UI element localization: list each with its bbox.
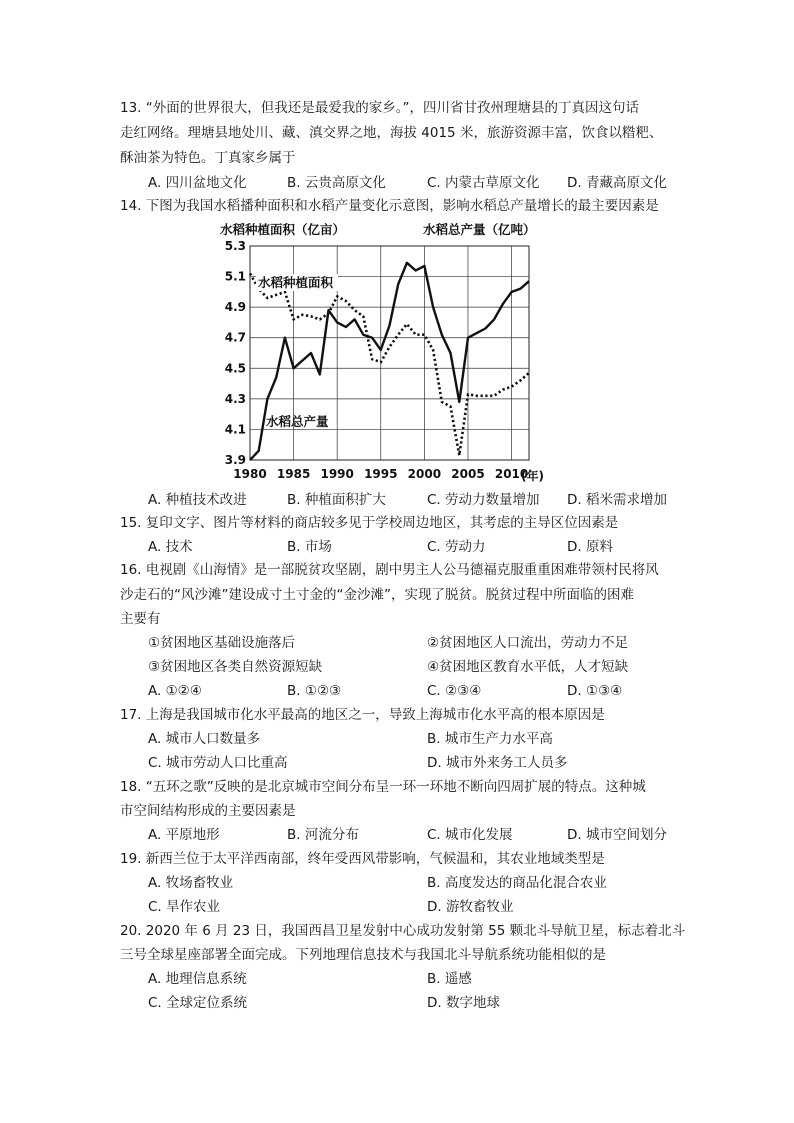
q16-stem-line-2: 沙走石的“风沙滩”建设成寸土寸金的“金沙滩”，实现了脱贫。脱贫过程中所面临的困难 <box>120 587 634 603</box>
x-axis-unit: (年) <box>521 469 544 483</box>
q16-stem-line-3: 主要有 <box>120 611 161 627</box>
q20-option-c[interactable]: C. 全球定位系统 <box>148 995 248 1011</box>
y-tick-label: 5.3 <box>224 239 246 253</box>
rice-chart <box>212 218 544 486</box>
q18-option-d[interactable]: D. 城市空间划分 <box>567 827 667 843</box>
q13-option-c[interactable]: C. 内蒙古草原文化 <box>427 175 540 191</box>
y-tick-label: 5.1 <box>224 269 246 284</box>
q13-option-a[interactable]: A. 四川盆地文化 <box>148 175 247 191</box>
q13-stem-line-3: 酥油茶为特色。丁真家乡属于 <box>120 150 296 166</box>
q17-option-a[interactable]: A. 城市人口数量多 <box>148 731 261 747</box>
y-axis-ticks <box>225 239 246 467</box>
q16-item-1: ①贫困地区基础设施落后 <box>148 635 296 651</box>
series-output-line <box>250 263 529 460</box>
series-layer <box>250 263 529 460</box>
q17-option-c[interactable]: C. 城市劳动人口比重高 <box>148 755 288 771</box>
q19-option-a[interactable]: A. 牧场畜牧业 <box>148 875 234 891</box>
q17-option-b[interactable]: B. 城市生产力水平高 <box>427 731 553 747</box>
q20-stem-line-1: 20. 2020 年 6 月 23 日，我国西昌卫星发射中心成功发射第 55 颗北斗导航卫星，标志着北斗 <box>120 923 686 939</box>
chart-title-right: 水稻总产量（亿吨） <box>423 222 536 237</box>
q14-option-a[interactable]: A. 种植技术改进 <box>148 492 247 508</box>
y-tick-label: 4.3 <box>224 391 246 406</box>
x-tick-label: 2005 <box>451 467 485 481</box>
y-tick-label: 4.5 <box>224 361 246 376</box>
q16-stem-line-1: 16. 电视剧《山海情》是一部脱贫攻坚剧，剧中男主人公马德福克服重重困难带领村民将风 <box>120 562 659 578</box>
annotation-output: 水稻总产量 <box>266 414 329 429</box>
q20-option-b[interactable]: B. 遥感 <box>427 971 472 987</box>
q16-item-3: ③贫困地区各类自然资源短缺 <box>148 659 323 675</box>
x-tick-label: 1980 <box>233 467 267 481</box>
q18-option-b[interactable]: B. 河流分布 <box>287 827 359 843</box>
q13-option-d[interactable]: D. 青藏高原文化 <box>567 175 667 191</box>
x-tick-label: 2000 <box>407 467 442 481</box>
q19-option-d[interactable]: D. 游牧畜牧业 <box>427 899 514 915</box>
q16-option-d[interactable]: D. ①③④ <box>567 683 623 699</box>
q20-option-d[interactable]: D. 数字地球 <box>427 995 500 1011</box>
q18-option-a[interactable]: A. 平原地形 <box>148 827 220 843</box>
q15-option-b[interactable]: B. 市场 <box>287 539 332 555</box>
y-tick-label: 4.1 <box>224 422 246 437</box>
q20-option-a[interactable]: A. 地理信息系统 <box>148 971 247 987</box>
q18-option-c[interactable]: C. 城市化发展 <box>427 827 513 843</box>
y-tick-label: 3.9 <box>224 453 246 467</box>
q18-stem-line-2: 市空间结构形成的主要因素是 <box>120 803 296 819</box>
q14-option-b[interactable]: B. 种植面积扩大 <box>287 492 386 508</box>
y-tick-label: 4.7 <box>224 330 246 345</box>
q17-stem-line-1: 17. 上海是我国城市化水平最高的地区之一，导致上海城市化水平高的根本原因是 <box>120 707 605 723</box>
q16-option-b[interactable]: B. ①②③ <box>287 683 342 699</box>
x-tick-label: 1995 <box>364 467 398 481</box>
q15-option-c[interactable]: C. 劳动力 <box>427 539 486 555</box>
q16-item-2: ②贫困地区人口流出，劳动力不足 <box>427 635 629 651</box>
q13-stem-line-1: 13. “外面的世界很大，但我还是最爱我的家乡。”，四川省甘孜州理塘县的丁真因这句话 <box>120 100 639 116</box>
q18-stem-line-1: 18. “五环之歌”反映的是北京城市空间分布呈一环一环地不断向四周扩展的特点。这种城 <box>120 779 646 795</box>
q16-option-a[interactable]: A. ①②④ <box>148 683 202 699</box>
q15-option-d[interactable]: D. 原料 <box>567 539 613 555</box>
q20-stem-line-2: 三号全球星座部署全面完成。下列地理信息技术与我国北斗导航系统功能相似的是 <box>120 947 606 963</box>
q14-option-d[interactable]: D. 稻米需求增加 <box>567 492 667 508</box>
y-tick-label: 4.9 <box>224 300 246 315</box>
x-axis-ticks <box>233 467 528 481</box>
x-tick-label: 2010 <box>494 467 529 481</box>
q16-item-4: ④贫困地区教育水平低，人才短缺 <box>427 659 629 675</box>
q17-option-d[interactable]: D. 城市外来务工人员多 <box>427 755 568 771</box>
q14-option-c[interactable]: C. 劳动力数量增加 <box>427 492 540 508</box>
q19-option-b[interactable]: B. 高度发达的商品化混合农业 <box>427 875 607 891</box>
x-tick-label: 1990 <box>320 467 354 481</box>
q13-option-b[interactable]: B. 云贵高原文化 <box>287 175 386 191</box>
annotation-area: 水稻种植面积 <box>258 275 334 290</box>
chart-title-left: 水稻种植面积（亿亩） <box>220 222 346 237</box>
q19-option-c[interactable]: C. 旱作农业 <box>148 899 221 915</box>
q15-option-a[interactable]: A. 技术 <box>148 539 193 555</box>
x-tick-label: 1985 <box>276 467 311 481</box>
q19-stem-line-1: 19. 新西兰位于太平洋西南部，终年受西风带影响，气候温和，其农业地域类型是 <box>120 851 605 867</box>
q16-option-c[interactable]: C. ②③④ <box>427 683 482 699</box>
q14-stem-line-1: 14. 下图为我国水稻播种面积和水稻产量变化示意图，影响水稻总产量增长的最主要因素是 <box>120 198 659 214</box>
q15-stem-line-1: 15. 复印文字、图片等材料的商店较多见于学校周边地区，其考虑的主导区位因素是 <box>120 515 619 531</box>
q13-stem-line-2: 走红网络。理塘县地处川、藏、滇交界之地，海拔 4015 米，旅游资源丰富，饮食以糌粑、 <box>120 125 663 141</box>
